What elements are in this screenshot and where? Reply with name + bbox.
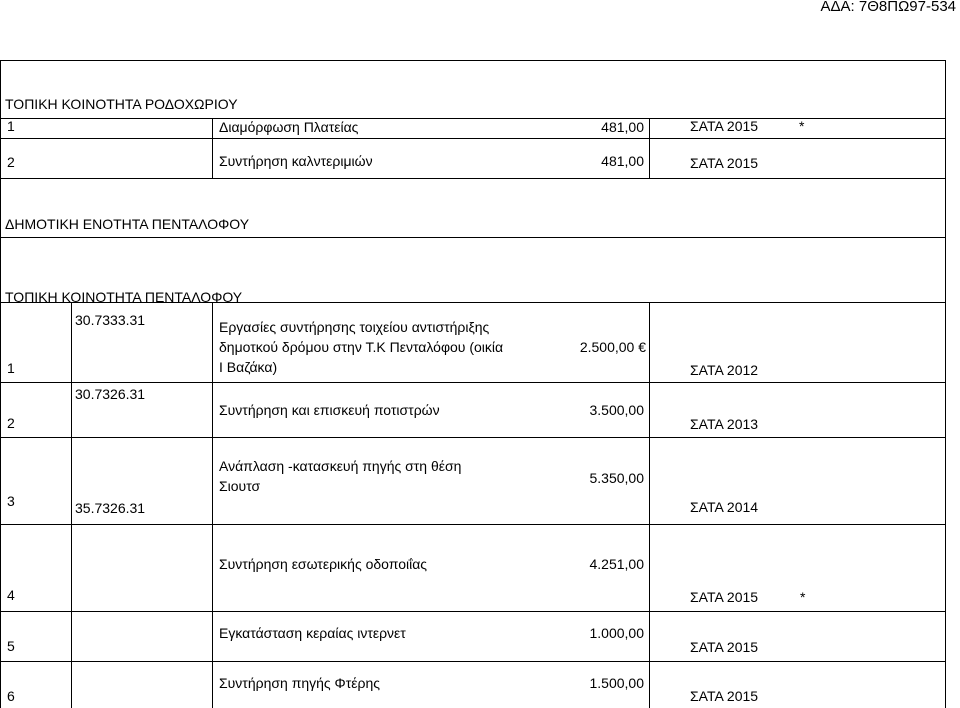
col-divider [649,302,650,708]
row-source: ΣΑΤΑ 2014 [690,499,759,515]
row-amount: 481,00 [601,153,644,169]
row-amount: 5.350,00 [589,470,644,486]
row-description: Συντήρηση πηγής Φτέρης [219,675,380,691]
rule [0,178,946,179]
row-description: Διαμόρφωση Πλατείας [219,119,359,135]
row-number: 4 [7,587,15,603]
section-title-de-pentalofou: ΔΗΜΟΤΙΚΗ ΕΝΟΤΗΤΑ ΠΕΝΤΑΛΟΦΟΥ [5,216,250,232]
rule [0,237,946,238]
row-description-line: Ανάπλαση -κατασκευή πηγής στη θέση [219,458,462,474]
row-number: 2 [7,415,15,431]
row-source: ΣΑΤΑ 2013 [690,416,759,432]
row-source: ΣΑΤΑ 2015 [690,639,759,655]
row-source: ΣΑΤΑ 2015 [690,589,759,605]
col-divider [71,302,72,708]
rule [0,661,946,662]
section-title-rodochori: ΤΟΠΙΚΗ ΚΟΙΝΟΤΗΤΑ ΡΟΔΟΧΩΡΙΟΥ [5,96,238,112]
row-mark: * [799,118,805,134]
row-description: Συντήρηση και επισκευή ποτιστρών [219,402,440,418]
row-number: 2 [7,154,15,170]
row-number: 6 [7,688,15,704]
row-source: ΣΑΤΑ 2015 [690,688,759,704]
row-code: 30.7326.31 [75,386,146,402]
row-number: 5 [7,638,15,654]
row-source: ΣΑΤΑ 2012 [690,362,759,378]
row-amount: 3.500,00 [589,402,644,418]
row-amount: 1.000,00 [589,625,644,641]
row-number: 1 [7,360,15,376]
top-rule [0,60,946,61]
row-amount: 1.500,00 [589,675,644,691]
row-description: Συντήρηση καλντεριμιών [219,153,373,169]
row-number: 3 [7,493,15,509]
row-description-line: Σιουτσ [219,478,261,494]
row-amount: 4.251,00 [589,556,644,572]
rule [0,437,946,438]
col-divider [212,302,213,708]
row-code: 35.7326.31 [75,500,146,516]
row-code: 30.7333.31 [75,312,146,328]
ada-code: ΑΔΑ: 7Θ8ΠΩ97-534 [820,0,956,15]
row-description-line: Εργασίες συντήρησης τοιχείου αντιστήριξης [219,319,490,335]
section-title-tk-pentalofou: ΤΟΠΙΚΗ ΚΟΙΝΟΤΗΤΑ ΠΕΝΤΑΛΟΦΟΥ [5,289,243,305]
row-description: Εγκατάσταση κεραίας ιντερνετ [219,625,406,641]
row-amount: 2.500,00 € [579,339,646,355]
row-source: ΣΑΤΑ 2015 [690,155,759,171]
col-divider [212,118,213,178]
row-number: 1 [7,118,15,134]
rule [0,138,946,139]
row-source: ΣΑΤΑ 2015 [690,118,759,134]
row-amount: 481,00 [601,119,644,135]
rule [0,611,946,612]
row-description: Συντήρηση εσωτερικής οδοποιΐας [219,556,428,572]
row-description-line: δημοτκού δρόμου στην Τ.Κ Πενταλόφου (οικία [219,339,504,355]
row-description-line: Ι Βαζάκα) [219,359,278,375]
rule [0,382,946,383]
col-divider [649,118,650,178]
rule [0,524,946,525]
row-mark: * [800,589,806,605]
